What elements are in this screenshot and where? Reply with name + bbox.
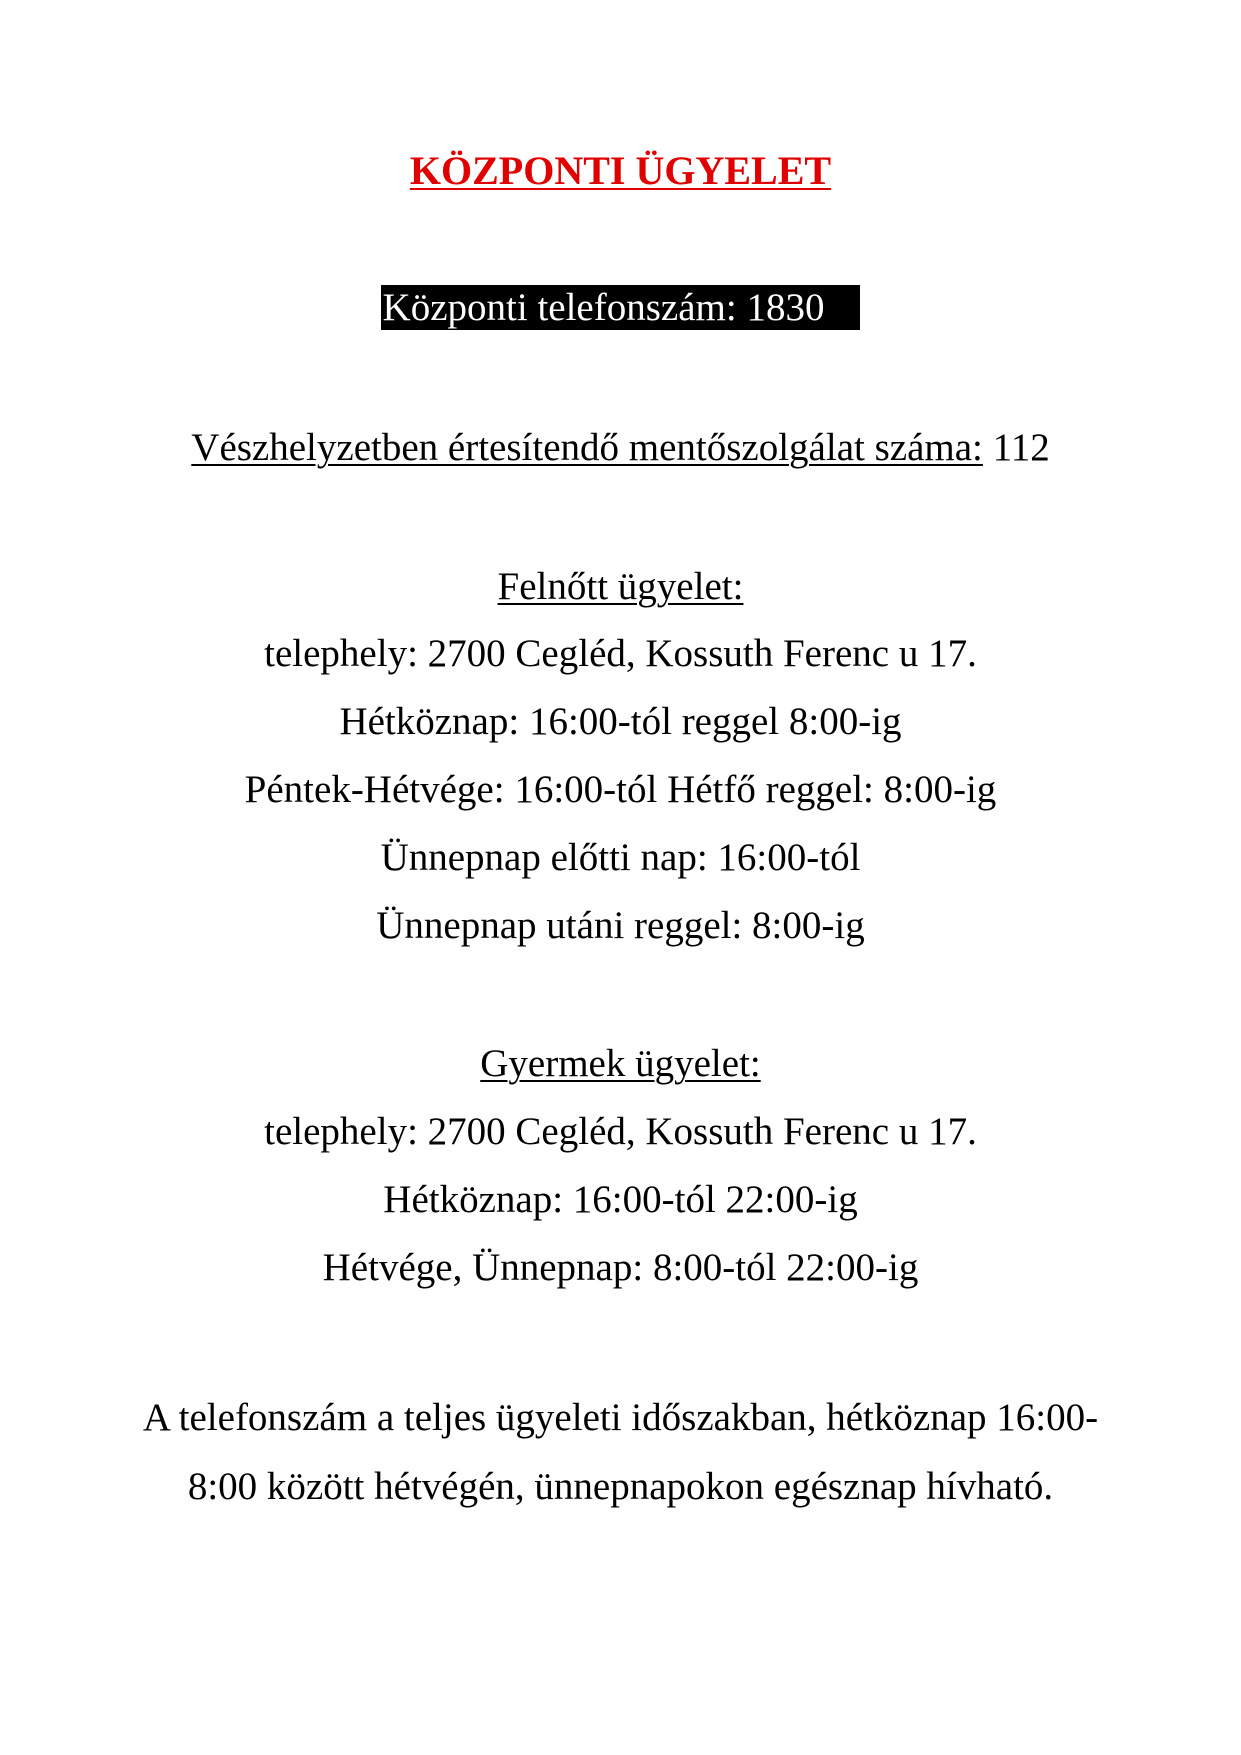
central-phone-highlight: Központi telefonszám: 1830 — [381, 285, 861, 330]
central-phone-line — [0, 285, 1241, 331]
emergency-line — [0, 425, 1241, 471]
adult-line: Ünnepnap előtti nap: 16:00-tól — [380, 836, 861, 879]
child-line: Hétköznap: 16:00-tól 22:00-ig — [383, 1178, 858, 1221]
adult-heading-text: Felnőtt ügyelet: — [497, 565, 744, 608]
adult-line: telephely: 2700 Cegléd, Kossuth Ferenc u 17. — [264, 632, 977, 675]
child-line: telephely: 2700 Cegléd, Kossuth Ferenc u 17. — [264, 1110, 977, 1153]
adult-line: Hétköznap: 16:00-tól reggel 8:00-ig — [339, 700, 902, 743]
child-heading-text: Gyermek ügyelet: — [480, 1042, 761, 1085]
page-title: KÖZPONTI ÜGYELET — [409, 148, 832, 193]
adult-section-heading — [0, 564, 1241, 610]
emergency-label: Vészhelyzetben értesítendő mentőszolgálat száma: — [191, 426, 983, 469]
adult-line: Péntek-Hétvége: 16:00-tól Hétfő reggel: 8:00-ig — [244, 768, 997, 811]
availability-note: A telefonszám a teljes ügyeleti időszakban, hétköznap 16:00-8:00 között hétvégén, ünnepnapokon egésznap hívható. — [142, 1396, 1099, 1508]
child-section-heading — [0, 1041, 1241, 1087]
emergency-number: 112 — [982, 426, 1050, 469]
child-line: Hétvége, Ünnepnap: 8:00-tól 22:00-ig — [322, 1246, 919, 1289]
adult-line: Ünnepnap utáni reggel: 8:00-ig — [376, 904, 865, 947]
